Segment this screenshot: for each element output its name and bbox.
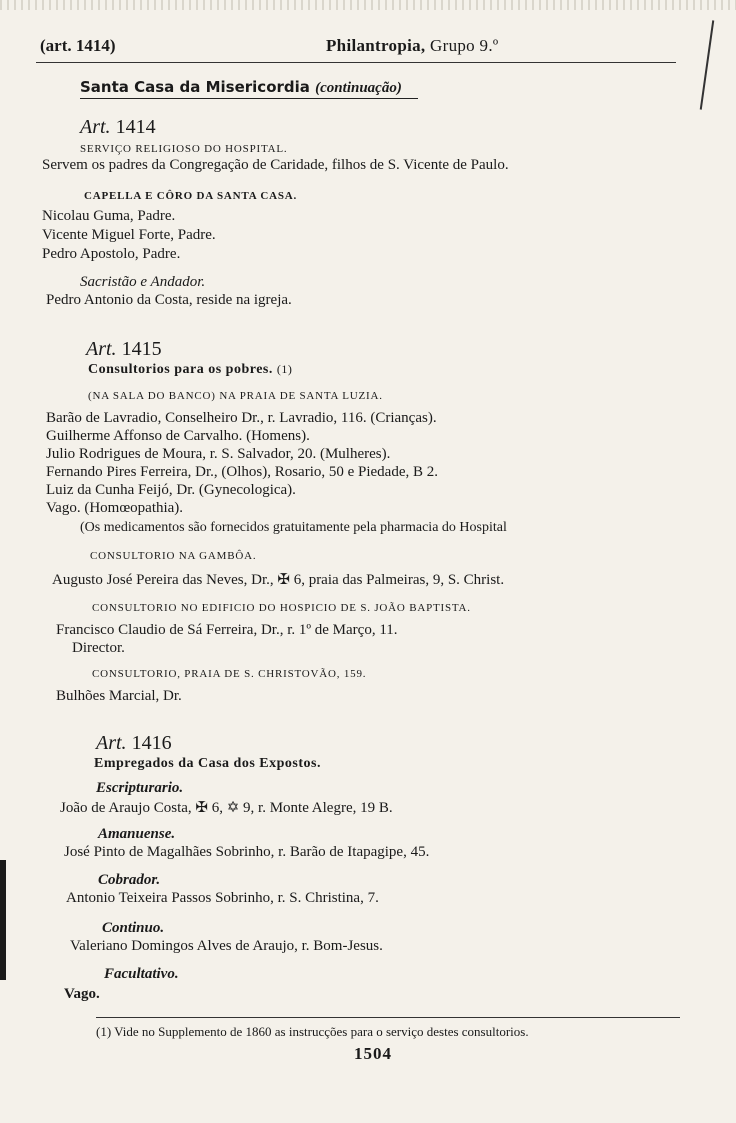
- footnote-mark: (1): [276, 362, 293, 376]
- art-1415-subtitle-text: Consultorios para os pobres.: [88, 362, 273, 377]
- header-title: [326, 36, 498, 56]
- art-number: 1416: [131, 732, 172, 754]
- art-1414-role-person: Pedro Antonio da Costa, reside na igreja.: [46, 292, 292, 308]
- art-1415-location: (NA SALA DO BANCO) NA PRAIA DE SANTA LUZIA.: [88, 390, 383, 402]
- section-continuation: (continuação): [315, 80, 402, 96]
- entry-line: Fernando Pires Ferreira, Dr., (Olhos), Rosario, 50 e Piedade, B 2.: [46, 464, 439, 480]
- art-1414-role: Sacristão e Andador.: [80, 274, 206, 290]
- entry-line: Guilherme Affonso de Carvalho. (Homens).: [46, 428, 310, 444]
- art-1414-line1: Servem os padres da Congregação de Caridade, filhos de S. Vicente de Paulo.: [42, 157, 509, 173]
- role-label: Amanuense.: [98, 826, 176, 842]
- entry-line: Barão de Lavradio, Conselheiro Dr., r. Lavradio, 116. (Crianças).: [46, 410, 437, 426]
- role-person: Antonio Teixeira Passos Sobrinho, r. S. Christina, 7.: [66, 890, 379, 906]
- hospicio-entry: Francisco Claudio de Sá Ferreira, Dr., r. 1º de Março, 11.: [56, 622, 398, 638]
- role-person: José Pinto de Magalhães Sobrinho, r. Barão de Itapagipe, 45.: [64, 844, 430, 860]
- header-group: Grupo 9.º: [430, 36, 499, 55]
- role-person: João de Araujo Costa, ✠ 6, ✡ 9, r. Monte Alegre, 19 B.: [60, 800, 393, 816]
- art-1415-subtitle: [88, 362, 292, 378]
- section-title-text: Santa Casa da Misericordia: [80, 78, 310, 96]
- person-line: Pedro Apostolo, Padre.: [42, 246, 181, 262]
- art-1414-heading1: SERVIÇO RELIGIOSO DO HOSPITAL.: [80, 143, 288, 155]
- hospicio-role: Director.: [72, 640, 125, 656]
- role-label: Cobrador.: [98, 872, 161, 888]
- entry-line: Vago. (Homœopathia).: [46, 500, 184, 516]
- footnote-rule: [96, 1017, 680, 1018]
- art-label: Art.: [86, 338, 117, 360]
- header-rule: [36, 62, 676, 63]
- page-number: 1504: [354, 1044, 392, 1063]
- christovao-heading: CONSULTORIO, PRAIA DE S. CHRISTOVÃO, 159.: [92, 668, 367, 680]
- scan-noise-top: [0, 0, 736, 10]
- role-label: Continuo.: [102, 920, 165, 936]
- christovao-entry: Bulhões Marcial, Dr.: [56, 688, 182, 704]
- person-line: Vicente Miguel Forte, Padre.: [42, 227, 216, 243]
- art-1415-heading: [86, 338, 162, 361]
- section-title: [80, 78, 402, 97]
- role-label: Facultativo.: [104, 966, 179, 982]
- role-person: Valeriano Domingos Alves de Araujo, r. Bom-Jesus.: [70, 938, 383, 954]
- gamboa-heading: CONSULTORIO NA GAMBÔA.: [90, 550, 257, 562]
- art-1414-heading: [80, 116, 156, 139]
- header-article-ref: (art. 1414): [40, 36, 116, 55]
- art-number: 1414: [115, 116, 156, 138]
- section-rule: [80, 98, 418, 99]
- entry-line: Julio Rodrigues de Moura, r. S. Salvador, 20. (Mulheres).: [46, 446, 391, 462]
- person-line: Nicolau Guma, Padre.: [42, 208, 176, 224]
- footnote: (1) Vide no Supplemento de 1860 as instrucções para o serviço destes consultorios.: [96, 1024, 529, 1039]
- role-label: Escripturario.: [96, 780, 184, 796]
- role-person: Vago.: [64, 986, 100, 1002]
- hospicio-heading: CONSULTORIO NO EDIFICIO DO HOSPICIO DE S. JOÃO BAPTISTA.: [92, 602, 471, 614]
- art-1414-heading2: CAPELLA E CÔRO DA SANTA CASA.: [84, 190, 298, 202]
- header-title-text: Philantropia,: [326, 36, 426, 55]
- pharmacy-note: (Os medicamentos são fornecidos gratuitamente pela pharmacia do Hospital: [80, 520, 507, 535]
- gamboa-entry: Augusto José Pereira das Neves, Dr., ✠ 6, praia das Palmeiras, 9, S. Christ.: [52, 572, 505, 588]
- art-label: Art.: [96, 732, 127, 754]
- art-1416-subtitle: Empregados da Casa dos Expostos.: [94, 756, 321, 771]
- scan-edge-left: [0, 860, 6, 980]
- scan-edge-right: [700, 20, 715, 109]
- entry-line: Luiz da Cunha Feijó, Dr. (Gynecologica).: [46, 482, 296, 498]
- art-1416-heading: [96, 732, 172, 755]
- art-label: Art.: [80, 116, 111, 138]
- art-number: 1415: [121, 338, 162, 360]
